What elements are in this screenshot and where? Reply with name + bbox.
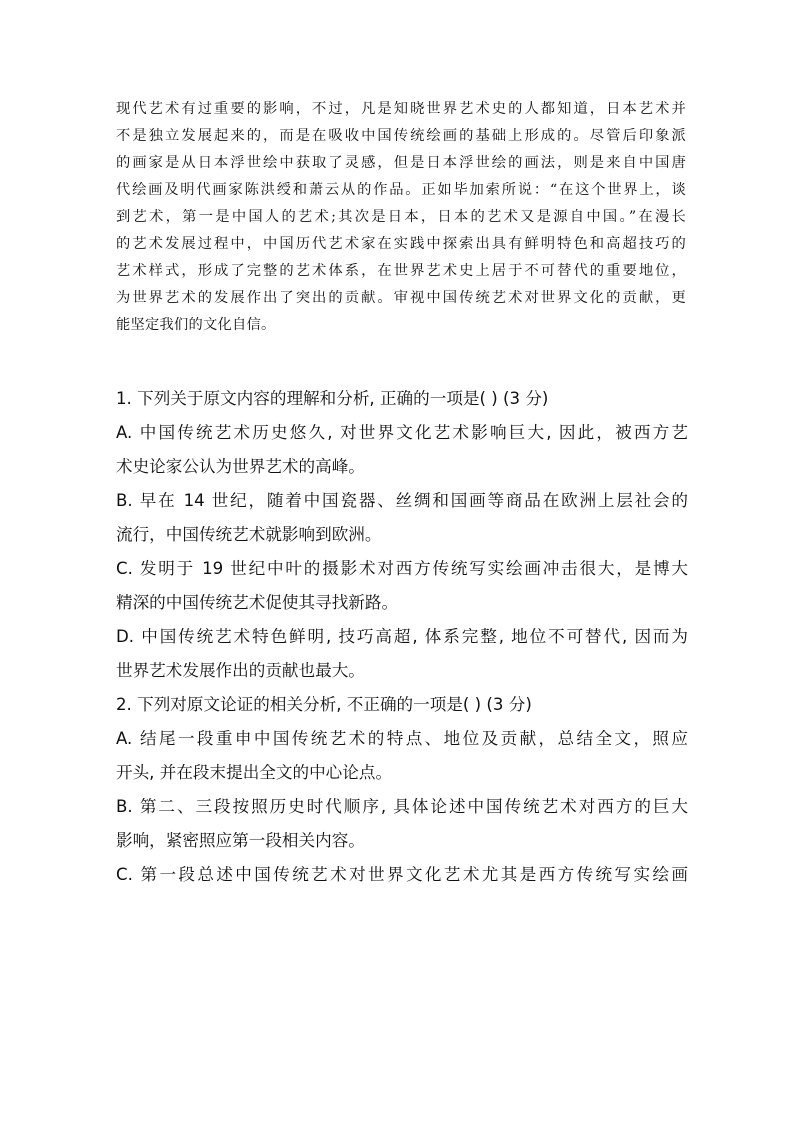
option-line: D. 中国传统艺术特色鲜明, 技巧高超, 体系完整, 地位不可替代, 因而为 [116,627,688,646]
option-d [116,622,688,686]
option-line: 精深的中国传统艺术促使其寻找新路。 [116,593,399,612]
option-line: B. 第二、三段按照历史时代顺序, 具体论述中国传统艺术对西方的巨大 [116,797,688,816]
option-line: 流行，中国传统艺术就影响到欧洲。 [116,525,382,544]
option-line: C. 第一段总述中国传统艺术对世界文化艺术尤其是西方传统写实绘画 [116,865,688,884]
question-stem: 1. 下列关于原文内容的理解和分析, 正确的一项是( ) (3 分) [116,389,549,408]
passage-line: 到艺术，第一是中国人的艺术;其次是日本，日本的艺术又是源自中国。”在漫长 [116,209,686,225]
option-c [116,860,688,890]
option-line: A. 中国传统艺术历史悠久, 对世界文化艺术影响巨大, 因此，被西方艺 [116,423,688,442]
passage-line: 不是独立发展起来的，而是在吸收中国传统绘画的基础上形成的。尽管后印象派 [116,128,686,144]
option-b [116,486,688,550]
question-2 [116,690,688,890]
passage-line: 艺术样式，形成了完整的艺术体系，在世界艺术史上居于不可替代的重要地位， [116,263,686,279]
question-1 [116,384,688,686]
passage-line: 为世界艺术的发展作出了突出的贡献。审视中国传统艺术对世界文化的贡献，更 [116,290,686,306]
passage-line: 代绘画及明代画家陈洪绶和萧云从的作品。正如毕加索所说：“在这个世界上，谈 [116,182,686,198]
option-a [116,724,688,788]
question-list [116,384,688,890]
option-line: 世界艺术发展作出的贡献也最大。 [116,661,365,680]
option-c [116,554,688,618]
option-line: 影响，紧密照应第一段相关内容。 [116,831,365,850]
passage-line: 现代艺术有过重要的影响，不过，凡是知晓世界艺术史的人都知道，日本艺术并 [116,101,686,117]
option-line: 开头, 并在段末提出全文的中心论点。 [116,763,393,782]
option-a [116,418,688,482]
option-line: C. 发明于 19 世纪中叶的摄影术对西方传统写实绘画冲击很大，是博大 [116,559,688,578]
option-b [116,792,688,856]
reading-passage [116,96,686,339]
option-line: A. 结尾一段重申中国传统艺术的特点、地位及贡献，总结全文，照应 [116,729,688,748]
question-stem: 2. 下列对原文论证的相关分析, 不正确的一项是( ) (3 分) [116,695,532,714]
option-line: B. 早在 14 世纪，随着中国瓷器、丝绸和国画等商品在欧洲上层社会的 [116,491,688,510]
passage-line: 的艺术发展过程中，中国历代艺术家在实践中探索出具有鲜明特色和高超技巧的 [116,236,686,252]
passage-line: 的画家是从日本浮世绘中获取了灵感，但是日本浮世绘的画法，则是来自中国唐 [116,155,686,171]
option-line: 术史论家公认为世界艺术的高峰。 [116,457,365,476]
passage-line: 能坚定我们的文化自信。 [116,317,276,333]
